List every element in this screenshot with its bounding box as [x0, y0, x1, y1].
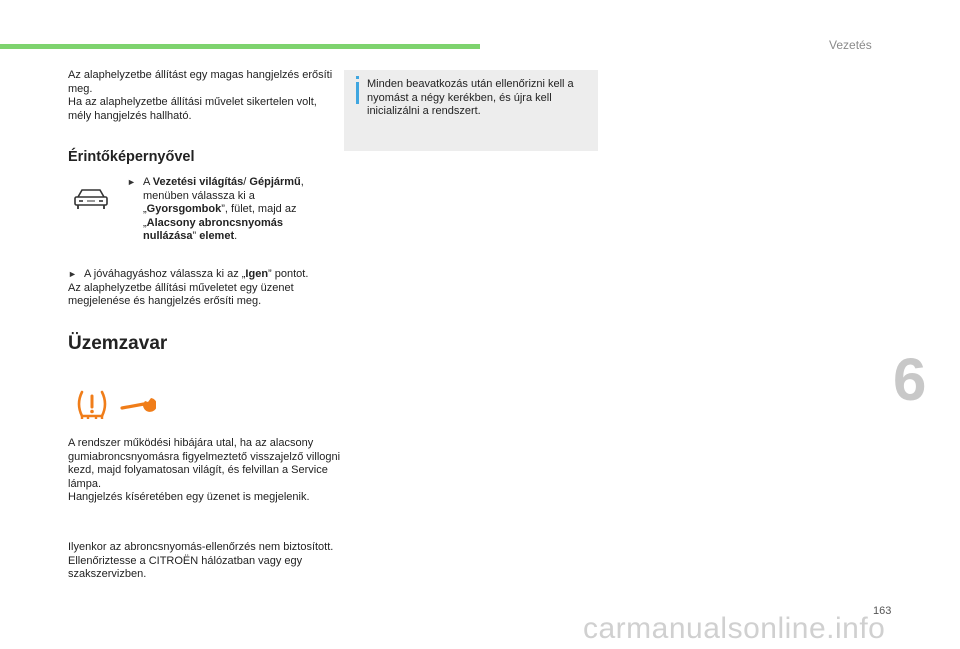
fault-description	[68, 437, 343, 505]
bullet-arrow-icon: ►	[68, 269, 77, 279]
step-1: ► A Vezetési világítás/ Gépjármű, menüben válassza ki a „Gyorsgombok”, fület, majd az „Alacsony abroncsnyomás nullázása” elemet.	[127, 176, 304, 243]
watermark: carmanualsonline.info	[583, 612, 886, 645]
page-number: 163	[873, 605, 892, 617]
fault-heading: Üzemzavar	[68, 333, 168, 354]
touchscreen-heading: Érintőképernyővel	[68, 149, 195, 165]
chapter-number: 6	[893, 346, 927, 413]
fault-para-4: Ellenőriztesse a CITROËN hálózatban vagy egy szakszervizben.	[68, 554, 303, 581]
touchscreen-heading-wrap	[68, 149, 343, 165]
fault-para-2: Hangjelzés kíséretében egy üzenet is megjelenik.	[68, 491, 310, 504]
bullet-arrow-icon: ►	[127, 177, 136, 187]
intro-line-2: Ha az alaphelyzetbe állítási művelet sikertelen volt, mély hangjelzés hallható.	[68, 96, 317, 122]
chapter-color-bar	[0, 44, 480, 49]
car-vehicle-icon	[72, 187, 110, 211]
info-box	[344, 70, 598, 151]
section-title: Vezetés	[829, 38, 872, 52]
fault-heading-wrap	[68, 333, 343, 355]
step-2-block	[68, 268, 343, 309]
info-icon	[356, 82, 359, 104]
info-icon-dot	[356, 76, 359, 79]
fault-para-3: Ilyenkor az abroncsnyomás-ellenőrzés nem biztosított.	[68, 541, 334, 553]
tyre-pressure-warning-icon	[74, 390, 110, 420]
intro-text	[68, 69, 343, 123]
fault-advice	[68, 541, 343, 582]
step-2: ► A jóváhagyáshoz válassza ki az „Igen” pontot.	[68, 268, 309, 280]
confirmation-text: Az alaphelyzetbe állítási műveletet egy üzenet megjelenése és hangjelzés erősíti meg.	[68, 281, 294, 308]
wrench-service-icon	[120, 396, 156, 414]
intro-line-1: Az alaphelyzetbe állítást egy magas hangjelzés erősíti meg.	[68, 69, 333, 95]
fault-para-1: A rendszer működési hibájára utal, ha az alacsony gumiabroncsnyomásra figyelmeztető visszajelző villogni kezd, majd folyamatosan világít, és felvillan a Service lámpa.	[68, 437, 341, 490]
info-text: Minden beavatkozás után ellenőrizni kell a nyomást a négy kerékben, és újra kell inicializálni a rendszert.	[367, 78, 574, 118]
